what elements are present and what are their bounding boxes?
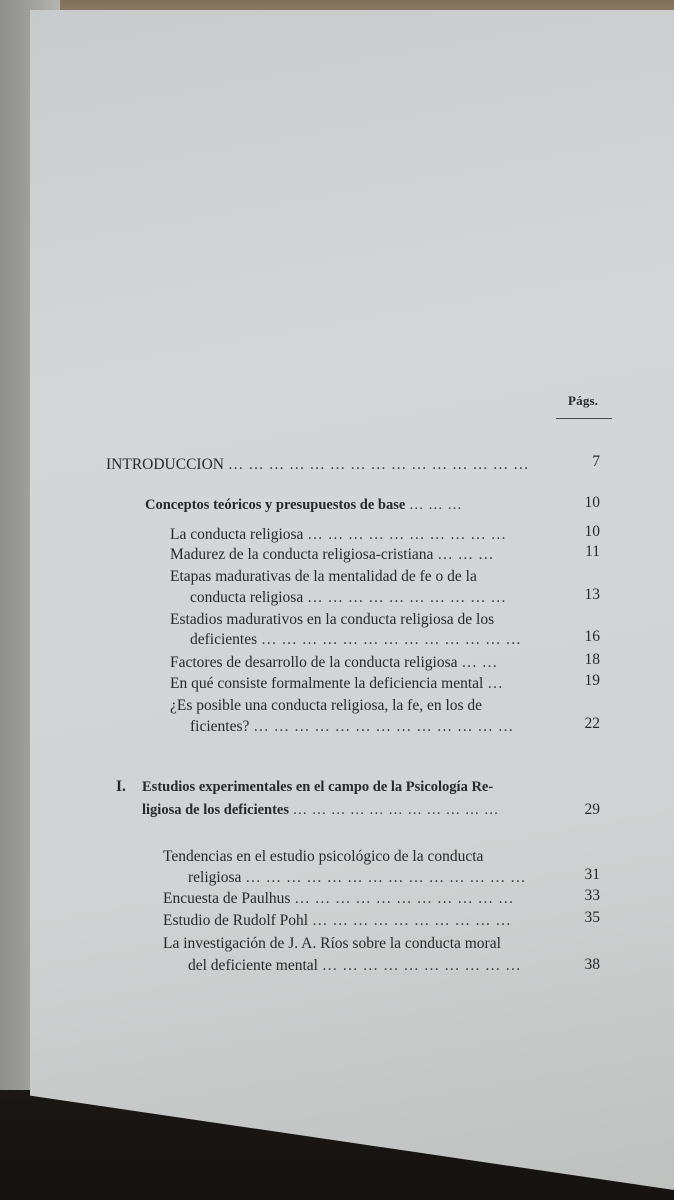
toc-entry-continuation [190, 586, 506, 609]
toc-entry [163, 887, 514, 910]
toc-entry [163, 845, 483, 868]
entry-title: La investigación de J. A. Ríos sobre la conducta moral [163, 935, 501, 952]
entry-title: Estadios madurativos en la conducta religiosa de los [170, 611, 495, 628]
toc-entry [170, 543, 494, 566]
entry-leader: … … … … … … … … … … [311, 912, 512, 929]
toc-entry-conceptos [145, 494, 462, 517]
entry-leader: … … [461, 654, 498, 671]
pages-column-header: Págs. [568, 393, 599, 408]
entry-leader: … … … … … … … … … … … [294, 890, 515, 907]
toc-entry [163, 932, 501, 955]
toc-entry [170, 651, 498, 674]
entry-leader: … … … … … … … … … … [307, 589, 507, 606]
entry-leader: … … … … … … … … … … … … … … [245, 869, 527, 886]
entry-page-number: 33 [584, 887, 600, 904]
toc-entry-introduccion [106, 453, 529, 476]
chapter-title-continuation [142, 799, 499, 822]
entry-title: del deficiente mental [188, 957, 318, 974]
entry-page-number: 10 [584, 523, 600, 540]
entry-title: Factores de desarrollo de la conducta religiosa [170, 654, 458, 671]
entry-leader: … … … … … … … … … … … [292, 802, 499, 818]
entry-page-number: 19 [584, 672, 600, 689]
entry-title: ficientes? [190, 718, 250, 735]
toc-entry-continuation [190, 715, 514, 738]
entry-leader: … … … … … … … … … … … … … … … [227, 456, 530, 473]
entry-title: En qué consiste formalmente la deficiencia mental [170, 675, 484, 692]
entry-leader: … … … … … … … … … … [307, 526, 507, 543]
entry-title: Madurez de la conducta religiosa-cristiana [170, 546, 434, 563]
entry-title: Encuesta de Paulhus [163, 890, 291, 907]
entry-page-number: 10 [584, 494, 600, 511]
entry-page-number: 35 [584, 909, 600, 926]
entry-title: deficientes [190, 631, 258, 648]
toc-entry-continuation [190, 628, 522, 651]
entry-leader: … … … … … … … … … … … … … [261, 631, 522, 648]
entry-title: La conducta religiosa [170, 526, 304, 543]
header-rule [556, 418, 612, 419]
toc-entry-continuation [188, 866, 526, 889]
entry-leader: … … … … … … … … … … … … … [253, 718, 514, 735]
entry-leader: … … … [408, 497, 463, 513]
entry-title: ¿Es posible una conducta religiosa, la fe, en los de [170, 697, 483, 714]
entry-leader: … [487, 675, 504, 692]
entry-title: Conceptos teóricos y presupuestos de base [145, 497, 406, 513]
chapter-numeral: I. [116, 778, 126, 795]
entry-title: Etapas madurativas de la mentalidad de fe o de la [170, 568, 477, 585]
entry-title: INTRODUCCION [106, 456, 224, 473]
entry-title: ligiosa de los deficientes [142, 802, 290, 818]
entry-title: Estudio de Rudolf Pohl [163, 912, 309, 929]
entry-page-number: 11 [585, 543, 600, 560]
toc-entry [170, 565, 477, 588]
entry-page-number: 38 [584, 956, 600, 973]
entry-page-number: 31 [584, 866, 600, 883]
entry-page-number: 7 [592, 453, 600, 470]
toc-entry [163, 909, 511, 932]
chapter-title [142, 776, 493, 799]
toc-entry [170, 672, 503, 695]
entry-title: conducta religiosa [190, 589, 304, 606]
toc-entry [170, 694, 482, 717]
entry-leader: … … … … … … … … … … [321, 957, 522, 974]
entry-page-number: 22 [584, 715, 600, 732]
toc-entry-continuation [188, 954, 521, 977]
entry-page-number: 18 [584, 651, 600, 668]
entry-page-number: 13 [584, 586, 600, 603]
entry-leader: … … … [437, 546, 495, 563]
entry-title: Estudios experimentales en el campo de la Psicología Re- [142, 779, 494, 795]
entry-page-number: 16 [584, 628, 600, 645]
entry-page-number: 29 [584, 801, 600, 818]
entry-title: religiosa [188, 869, 242, 886]
entry-title: Tendencias en el estudio psicológico de la conducta [163, 848, 484, 865]
